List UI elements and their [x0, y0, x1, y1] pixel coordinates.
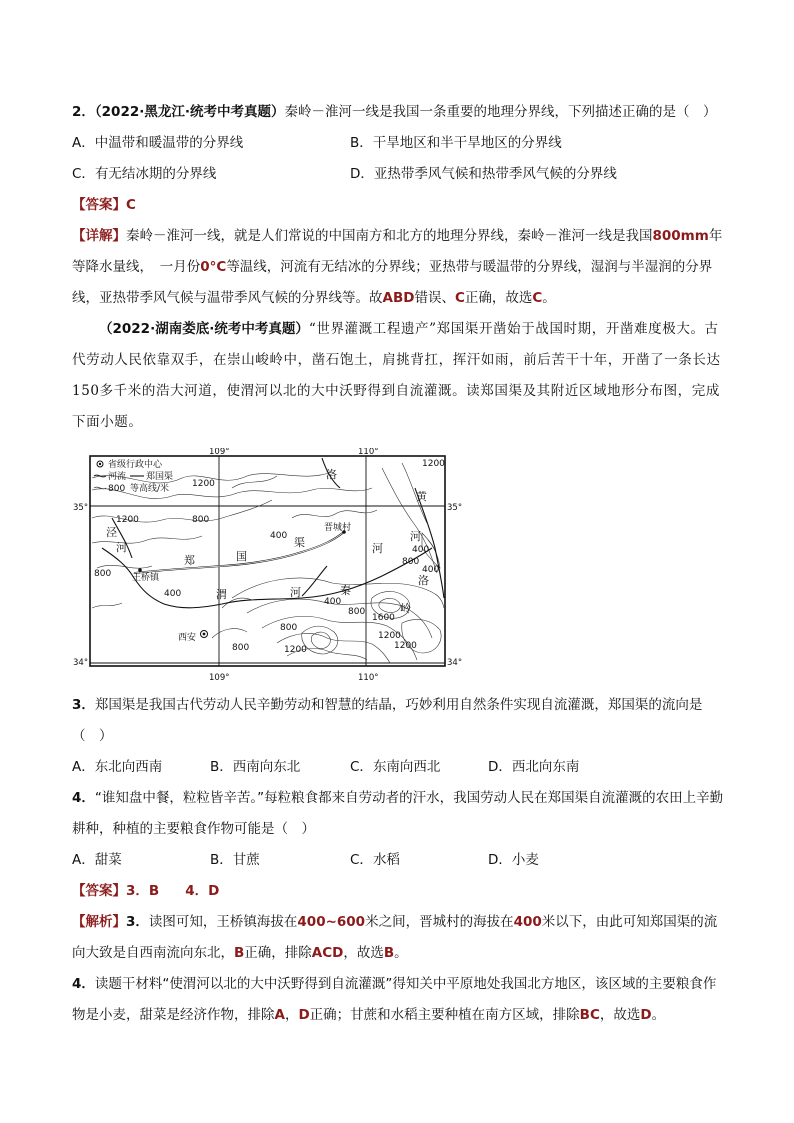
q3-option-a[interactable]: A．东北向西南	[72, 759, 163, 775]
passage-text: “世界灌溉工程遗产”郑国渠开凿始于战国时期，开凿难度极大。古代劳动人民依靠双手，在崇山峻岭中，凿石饱土，肩挑背扛，挥汗如雨，前后苦干十年，开凿了一条长达150多千米的浩大河道，使渭河以北的大中沃野得到自流灌溉。读郑国渠及其附近区域地形分布图，完成下面小题。	[72, 321, 721, 430]
label-he4: 河	[372, 542, 383, 555]
lat-35-right: 35°	[447, 503, 462, 513]
svg-text:1600: 1600	[372, 613, 395, 623]
legend-canal: 郑国渠	[146, 472, 174, 482]
wangqiao-marker	[138, 568, 142, 572]
q2-option-a[interactable]: A．中温带和暖温带的分界线	[72, 135, 244, 151]
label-ling: 岭	[400, 602, 411, 615]
q2-stem-text: 秦岭－淮河一线是我国一条重要的地理分界线，下列描述正确的是（ ）	[284, 104, 717, 120]
legend-river: 河流	[108, 472, 127, 482]
q2-source: （2022·黑龙江·统考中考真题）	[94, 104, 285, 120]
svg-text:1200: 1200	[116, 515, 139, 525]
svg-text:800: 800	[402, 557, 420, 567]
lon-110-bottom: 110°	[358, 673, 379, 683]
passage	[72, 314, 724, 438]
analysis-label: 【解析】	[72, 914, 126, 930]
legend-capital: 省级行政中心	[108, 460, 163, 470]
label-qin: 秦	[340, 584, 351, 597]
lon-109-top: 109°	[209, 448, 230, 457]
label-jincheng: 晋城村	[324, 523, 352, 533]
q4-number: 4．	[72, 790, 95, 806]
label-jing: 泾	[106, 526, 117, 539]
q2-detail-label: 【详解】	[72, 228, 126, 244]
q3-options	[72, 752, 724, 783]
q3-stem	[72, 690, 724, 752]
label-qu: 渠	[294, 536, 305, 549]
label-huang: 黄	[416, 490, 427, 503]
q3-analysis: 【解析】3．读图可知，王桥镇海拔在400~600米之间，晋城村的海拔在400米以下，由此可知郑国渠的流向大致是自西南流向东北，B正确，排除ACD，故选B。	[72, 914, 718, 961]
q34-answer	[72, 876, 724, 907]
label-xian: 西安	[178, 633, 197, 643]
svg-text:800: 800	[280, 623, 298, 633]
q2-answer-label: 【答案】	[72, 197, 126, 213]
q2-stem	[72, 97, 724, 128]
q3-option-c[interactable]: C．东南向西北	[350, 759, 441, 775]
q4-stem	[72, 783, 724, 845]
svg-text:400: 400	[422, 565, 440, 575]
lat-34-left: 34°	[73, 658, 89, 668]
q4-answer-value: 4．D	[185, 883, 220, 899]
lat-35-left: 35°	[73, 503, 89, 513]
legend-contour: 等高线/米	[130, 484, 170, 494]
svg-text:400: 400	[324, 597, 342, 607]
legend-contour-value: 800	[108, 484, 126, 494]
svg-text:1200: 1200	[394, 641, 417, 651]
q2-answer-value: C	[126, 197, 136, 213]
label-luo2: 洛	[418, 574, 429, 587]
q2-detail: 【详解】秦岭－淮河一线，就是人们常说的中国南方和北方的地理分界线，秦岭－淮河一线是我国800mm年等降水量线， 一月份0°C等温线，河流有无结冰的分界线；亚热带与暖温带的分界线，湿润与半湿润的分界线，亚热带季风气候与温带季风气候的分界线等。故ABD错误、C正确，故选C。	[72, 228, 723, 306]
label-guo: 国	[236, 550, 247, 563]
svg-text:400: 400	[164, 589, 182, 599]
svg-text:800: 800	[94, 569, 112, 579]
svg-text:1200: 1200	[284, 645, 307, 655]
lon-109-bottom: 109°	[209, 673, 230, 683]
q2-option-d[interactable]: D．亚热带季风气候和热带季风气候的分界线	[350, 166, 617, 182]
label-wei: 渭	[216, 588, 227, 601]
q2-answer	[72, 190, 724, 221]
q3-number: 3．	[72, 697, 95, 713]
q3-stem-text: 郑国渠是我国古代劳动人民辛勤劳动和智慧的结晶，巧妙利用自然条件实现自流灌溉，郑国渠的流向是（ ）	[72, 697, 703, 744]
q34-answer-label: 【答案】	[72, 883, 126, 899]
q4-option-d[interactable]: D．小麦	[488, 852, 539, 868]
lat-34-right: 34°	[447, 658, 462, 668]
q4-options	[72, 845, 724, 876]
svg-text:800: 800	[232, 643, 250, 653]
lon-110-top: 110°	[358, 448, 379, 457]
svg-text:800: 800	[192, 515, 210, 525]
svg-text:800: 800	[348, 607, 366, 617]
terrain-map	[72, 448, 462, 688]
passage-source: （2022·湖南娄底·统考中考真题）	[99, 321, 309, 337]
q2-option-c[interactable]: C．有无结冰期的分界线	[72, 166, 217, 182]
q3-option-d[interactable]: D．西北向东南	[488, 759, 580, 775]
q4-stem-text: “谁知盘中餐，粒粒皆辛苦。”每粒粮食都来自劳动者的汗水，我国劳动人民在郑国渠自流灌溉的农田上辛勤耕种，种植的主要粮食作物可能是（ ）	[72, 790, 724, 837]
q4-option-b[interactable]: B．甘蔗	[210, 852, 260, 868]
label-he3: 河	[410, 530, 421, 543]
svg-text:1200: 1200	[378, 631, 401, 641]
q4-option-a[interactable]: A．甜菜	[72, 852, 122, 868]
label-wangqiao: 王桥镇	[132, 573, 160, 583]
svg-text:400: 400	[270, 531, 288, 541]
q4-analysis: 4．读题干材料“使渭河以北的大中沃野得到自流灌溉”得知关中平原地处我国北方地区，该区域的主要粮食作物是小麦，甜菜是经济作物，排除A，D正确；甘蔗和水稻主要种植在南方区域，排除BC，故选D。	[72, 976, 717, 1023]
q3-option-b[interactable]: B．西南向东北	[210, 759, 301, 775]
q2-number: 2．	[72, 104, 95, 120]
q2-options-row2	[72, 159, 724, 190]
q4-option-c[interactable]: C．水稻	[350, 852, 400, 868]
svg-text:400: 400	[412, 545, 430, 555]
q2-option-b[interactable]: B．干旱地区和半干旱地区的分界线	[350, 135, 562, 151]
label-zheng: 郑	[184, 554, 195, 567]
label-he2: 河	[290, 586, 301, 599]
label-luo: 洛	[326, 468, 337, 481]
svg-text:1200: 1200	[192, 479, 215, 489]
q3-answer-value: 3．B	[126, 883, 160, 899]
q2-options-row1	[72, 128, 724, 159]
svg-text:1200: 1200	[422, 459, 445, 469]
label-he1: 河	[116, 541, 127, 554]
